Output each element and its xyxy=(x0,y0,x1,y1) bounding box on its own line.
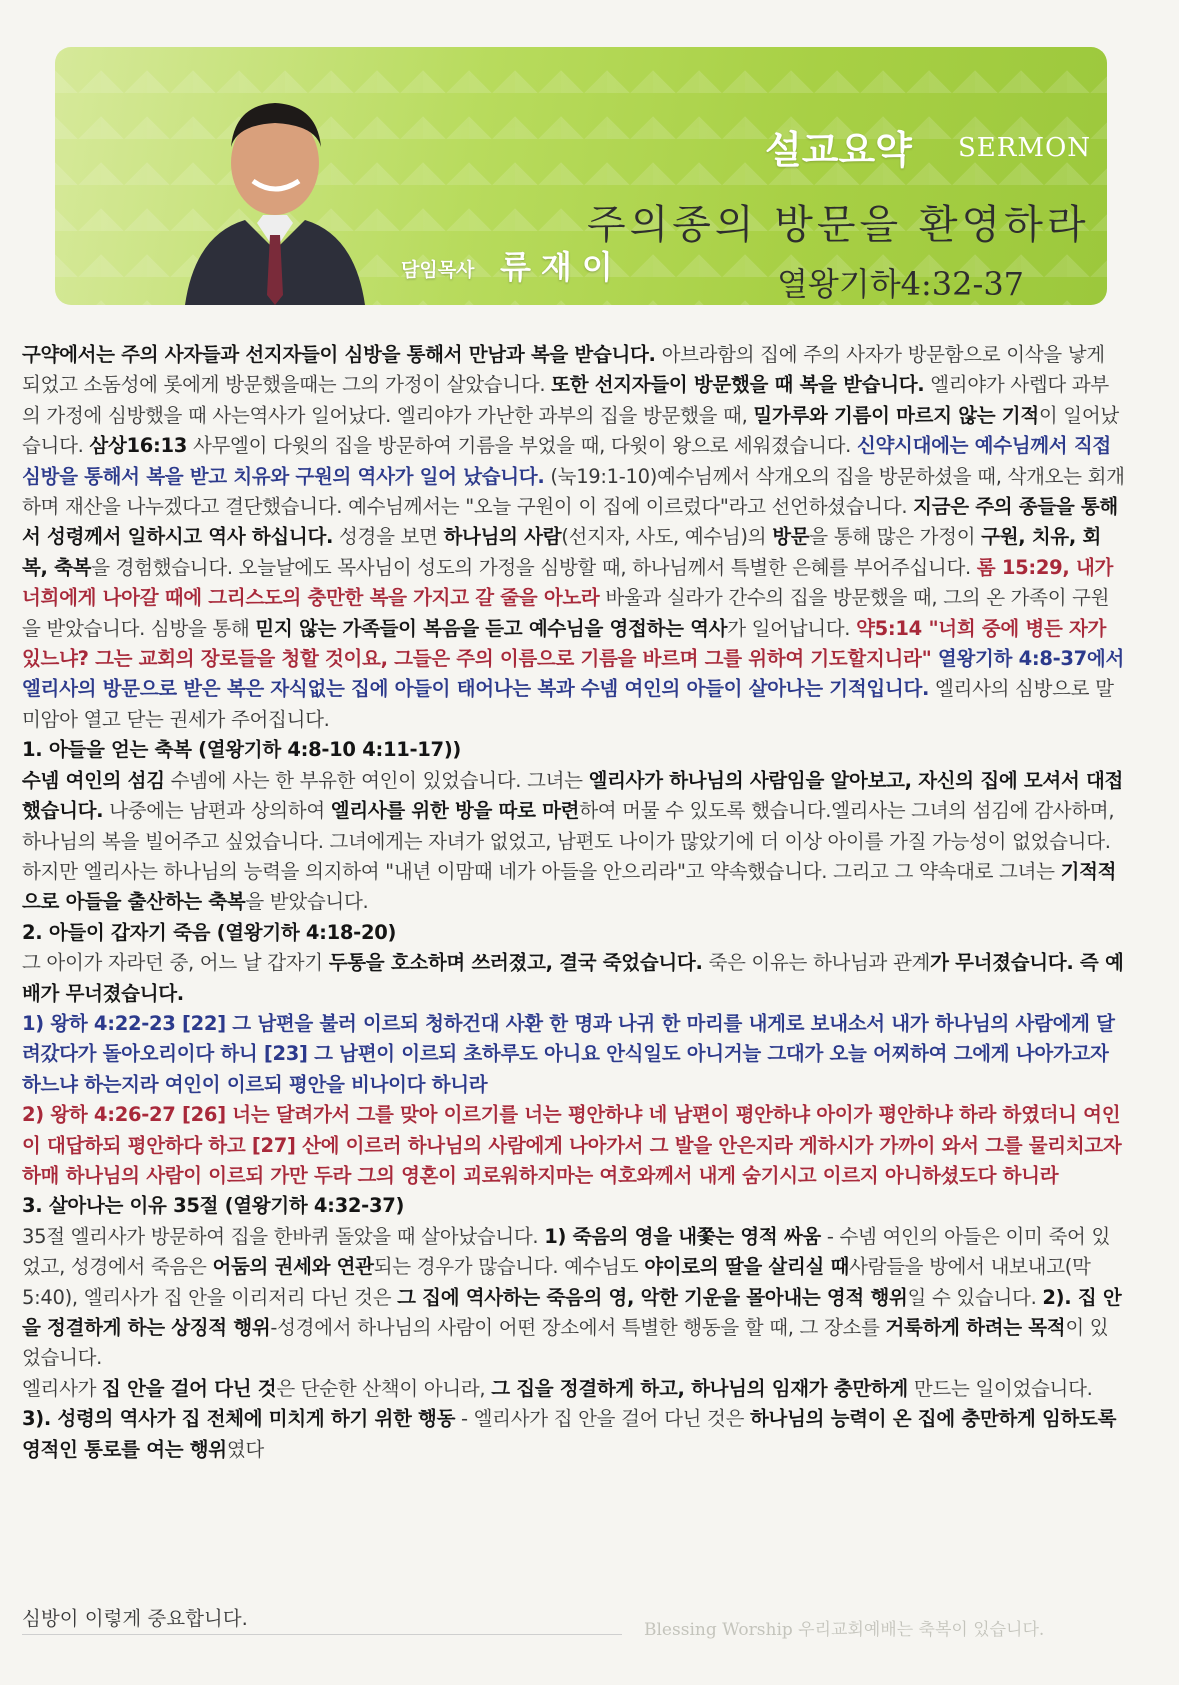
text-run: 가 무너졌습니다. 즉 예배가 무너졌습니다. xyxy=(22,951,1124,1005)
text-run: 롬 15:29, 내가 너희에게 나아갈 때에 그리스도의 충만한 복을 가지고 갈 줄을 아노라 xyxy=(22,555,1114,610)
text-run: (선지자, 사도, 예수님)의 xyxy=(561,525,773,549)
text-run: 두통을 호소하며 쓰러졌고, 결국 죽었습니다. xyxy=(328,951,703,975)
text-run: 집 안을 걸어 다닌 것 xyxy=(102,1376,277,1400)
text-run: 수넴에 사는 한 부유한 여인이 있었습니다. 그녀는 xyxy=(164,768,589,792)
text-run: 구약에서는 주의 사자들과 선지자들이 심방을 통해서 만남과 복을 받습니다. xyxy=(22,343,656,366)
text-run: 지금은 주의 종들을 통해서 성령께서 일하시고 역사 하십니다. xyxy=(22,495,1118,549)
text-run: - 수넴 여인의 아들은 이미 죽어 있었고, 성경에서 죽음은 xyxy=(22,1224,1110,1279)
scripture-quote-1: 1) 왕하 4:22-23 [22] 그 남편을 불러 이르되 청하건대 사환 한 명과 나귀 한 마리를 내게로 보내소서 내가 하나님의 사람에게 달려갔다가 돌아오리이다 하니 [23] 그 남편이 이르되 초하루도 아니요 안식일도 아니거늘 그대가 오늘 어찌하여 그에게 나아가고자 하느냐 하는지라 여인이 이르되 평안을 비나이다 하니라 xyxy=(22,1011,1115,1096)
text-run: 어둠의 권세와 연관 xyxy=(212,1255,374,1279)
section-1-paragraph xyxy=(22,766,1126,918)
text-run: 그 집을 정결하게 하고, 하나님의 임재가 충만하게 xyxy=(491,1376,908,1400)
sermon-title: 주의종의 방문을 환영하라 xyxy=(587,202,1090,248)
pastor-name: 류재이 xyxy=(500,248,623,286)
text-run: 수넴 여인의 섬김 xyxy=(22,768,165,792)
text-run: 기적적으로 아들을 출산하는 축복 xyxy=(22,859,1117,914)
text-run: 사무엘이 다윗의 집을 방문하여 기름을 부었을 때, 다윗이 왕으로 세워졌습니다. xyxy=(187,434,857,458)
text-run: 였다 xyxy=(226,1437,264,1461)
section-1-heading: 1. 아들을 얻는 축복 (열왕기하 4:8-10 4:11-17)) xyxy=(22,738,462,762)
sermon-banner xyxy=(55,47,1107,305)
text-run: 야이로의 딸을 살리실 때 xyxy=(644,1255,850,1279)
text-run: 2). 집 안을 정결하게 하는 상징적 행위 xyxy=(22,1285,1122,1339)
text-run: 사람들을 방에서 내보내고(막 5:40), 엘리사가 집 안을 이리저리 다닌 것은 xyxy=(22,1255,1091,1309)
section-2-paragraph xyxy=(22,948,1126,1009)
text-run: 되는 경우가 많습니다. 예수님도 xyxy=(373,1255,645,1279)
section-3-heading: 3. 살아나는 이유 35절 (열왕기하 4:32-37) xyxy=(22,1194,405,1218)
pastor-role-label: 담임목사 xyxy=(401,259,475,281)
text-run: 성경을 보면 xyxy=(333,525,444,549)
text-run: 이 일어났습니다. xyxy=(22,403,1119,458)
text-run: -성경에서 하나님의 사람이 어떤 장소에서 특별한 행동을 할 때, 그 장소를 xyxy=(270,1316,886,1339)
text-run: 하여 머물 수 있도록 했습니다.엘리사는 그녀의 섬김에 감사하며, 하나님의 복을 빌어주고 싶었습니다. 그녀에게는 자녀가 없었고, 남편도 나이가 많았기에 더 이상 아이를 가질 가능성이 없었습니다. 하지만 엘리사는 하나님의 능력을 의지하여 "내년 이맘때 네가 아들을 안으리라"고 약속했습니다. 그리고 그 약속대로 그녀는 xyxy=(22,799,1115,883)
text-run: 35절 엘리사가 방문하여 집을 한바퀴 돌았을 때 살아났습니다. xyxy=(22,1224,545,1248)
text-run: - 엘리사가 집 안을 걸어 다닌 것은 xyxy=(455,1407,751,1431)
text-run: 삼상16:13 xyxy=(89,434,188,458)
text-run: 은 단순한 산책이 아니라, xyxy=(276,1376,492,1400)
text-run: 또한 선지자들이 방문했을 때 복을 받습니다. xyxy=(551,373,925,397)
text-run: 하나님의 능력이 온 집에 충만하게 임하도록 영적인 통로를 여는 행위 xyxy=(22,1407,1117,1461)
scripture-quote-2: 2) 왕하 4:26-27 [26] 너는 달려가서 그를 맞아 이르기를 너는 평안하냐 네 남편이 평안하냐 아이가 평안하냐 하라 하였더니 여인이 대답하되 평안하다 하고 [27] 산에 이르러 하나님의 사람에게 나아가서 그 발을 안은지라 게하시가 가까이 와서 그를 물리치고자 하매 하나님의 사람이 이르되 가만 두라 그의 영혼이 괴로워하지마는 여호와께서 내게 숨기시고 이르지 아니하셨도다 하니라 xyxy=(22,1103,1122,1187)
text-run: (눅19:1-10)예수님께서 삭개오의 집을 방문하셨을 때, 삭개오는 회개하며 재산을 나누겠다고 결단했습니다. 예수님께서는 "오늘 구원이 이 집에 이르렀다"라고 선언하셨습니다. xyxy=(22,464,1125,519)
section-2-heading: 2. 아들이 갑자기 죽음 (열왕기하 4:18-20) xyxy=(22,920,397,944)
text-run: 방문 xyxy=(772,525,810,549)
text-run: 하나님의 사람 xyxy=(443,525,562,549)
text-run: 나중에는 남편과 상의하여 xyxy=(103,799,331,823)
text-run: 엘리사를 위한 방을 따로 마련 xyxy=(330,799,580,823)
text-run: 가 일어납니다. xyxy=(727,616,857,640)
text-run: 구원, 치유, 회복, 축복 xyxy=(22,525,1102,579)
closing-line: 심방이 이렇게 중요합니다. xyxy=(22,1607,248,1630)
text-run: 그 집에 역사하는 죽음의 영, 악한 기운을 몰아내는 영적 행위 xyxy=(397,1285,908,1309)
text-run: 밀가루와 기름이 마르지 않는 기적 xyxy=(753,403,1039,427)
text-run: 약5:14 "너희 중에 병든 자가 있느냐? 그는 교회의 장로들을 청할 것이요, 그들은 주의 이름으로 기름을 바르며 그를 위하여 기도할지니라" xyxy=(22,616,1107,671)
scripture-reference: 열왕기하4:32-37 xyxy=(775,259,1026,305)
text-run: 을 경험했습니다. 오늘날에도 목사님이 성도의 가정을 심방할 때, 하나님께서 특별한 은혜를 부어주십니다. xyxy=(91,555,977,579)
text-run: 죽은 이유는 하나님과 관계 xyxy=(702,951,931,975)
text-run: 1) 죽음의 영을 내쫓는 영적 싸움 xyxy=(544,1224,821,1248)
footer-slogan: Blessing Worship 우리교회예배는 축복이 있습니다. xyxy=(644,1620,1045,1640)
section-tag-korean: 설교요약 xyxy=(765,128,912,172)
text-run: 을 통해 많은 가정이 xyxy=(809,525,982,549)
text-run: 을 받았습니다. xyxy=(245,890,369,914)
text-run: 엘리사의 심방으로 말미암아 열고 닫는 권세가 주어집니다. xyxy=(22,677,1114,731)
text-run: 그 아이가 자라던 중, 어느 날 갑자기 xyxy=(22,951,329,975)
text-run: 엘리야가 사렙다 과부의 가정에 심방했을 때 사는역사가 일어났다. 엘리야가 가난한 과부의 집을 방문했을 때, xyxy=(22,373,1109,427)
text-run: 만드는 일이었습니다. xyxy=(907,1376,1093,1400)
section-3-paragraph xyxy=(22,1222,1126,1374)
text-run: 열왕기하 4:8-37에서 엘리사의 방문으로 받은 복은 자식없는 집에 아들이 태어나는 복과 수넴 여인의 아들이 살아나는 기적입니다. xyxy=(22,647,1125,701)
text-run: 거룩하게 하려는 목적 xyxy=(885,1316,1066,1339)
text-run: 3). 성령의 역사가 집 전체에 미치게 하기 위한 행동 xyxy=(22,1407,456,1431)
text-run: 아브라함의 집에 주의 사자가 방문함으로 이삭을 낳게 되었고 소돔성에 롯에게 방문했을때는 그의 가정이 살았습니다. xyxy=(22,343,1105,397)
text-run: 신약시대에는 예수님께서 직접 심방을 통해서 복을 받고 치유와 구원의 역사가 일어 났습니다. xyxy=(22,434,1111,488)
section-3-paragraph-continued xyxy=(22,1374,1126,1465)
pastor-portrait xyxy=(175,85,375,305)
text-run: 일 수 있습니다. xyxy=(907,1285,1043,1309)
sermon-body xyxy=(22,340,1126,1465)
footer-divider xyxy=(22,1634,622,1635)
text-run: 바울과 실라가 간수의 집을 방문했을 때, 그의 온 가족이 구원을 받았습니다. 심방을 통해 xyxy=(22,586,1110,640)
text-run: 믿지 않는 가족들이 복음을 듣고 예수님을 영접하는 역사 xyxy=(255,616,728,640)
text-run: 엘리사가 하나님의 사람임을 알아보고, 자신의 집에 모셔서 대접했습니다. xyxy=(22,768,1124,823)
text-run: 이 있었습니다. xyxy=(22,1316,1109,1370)
intro-paragraph xyxy=(22,340,1126,735)
section-tag-english: SERMON xyxy=(958,133,1092,163)
text-run: 엘리사가 xyxy=(22,1376,103,1400)
